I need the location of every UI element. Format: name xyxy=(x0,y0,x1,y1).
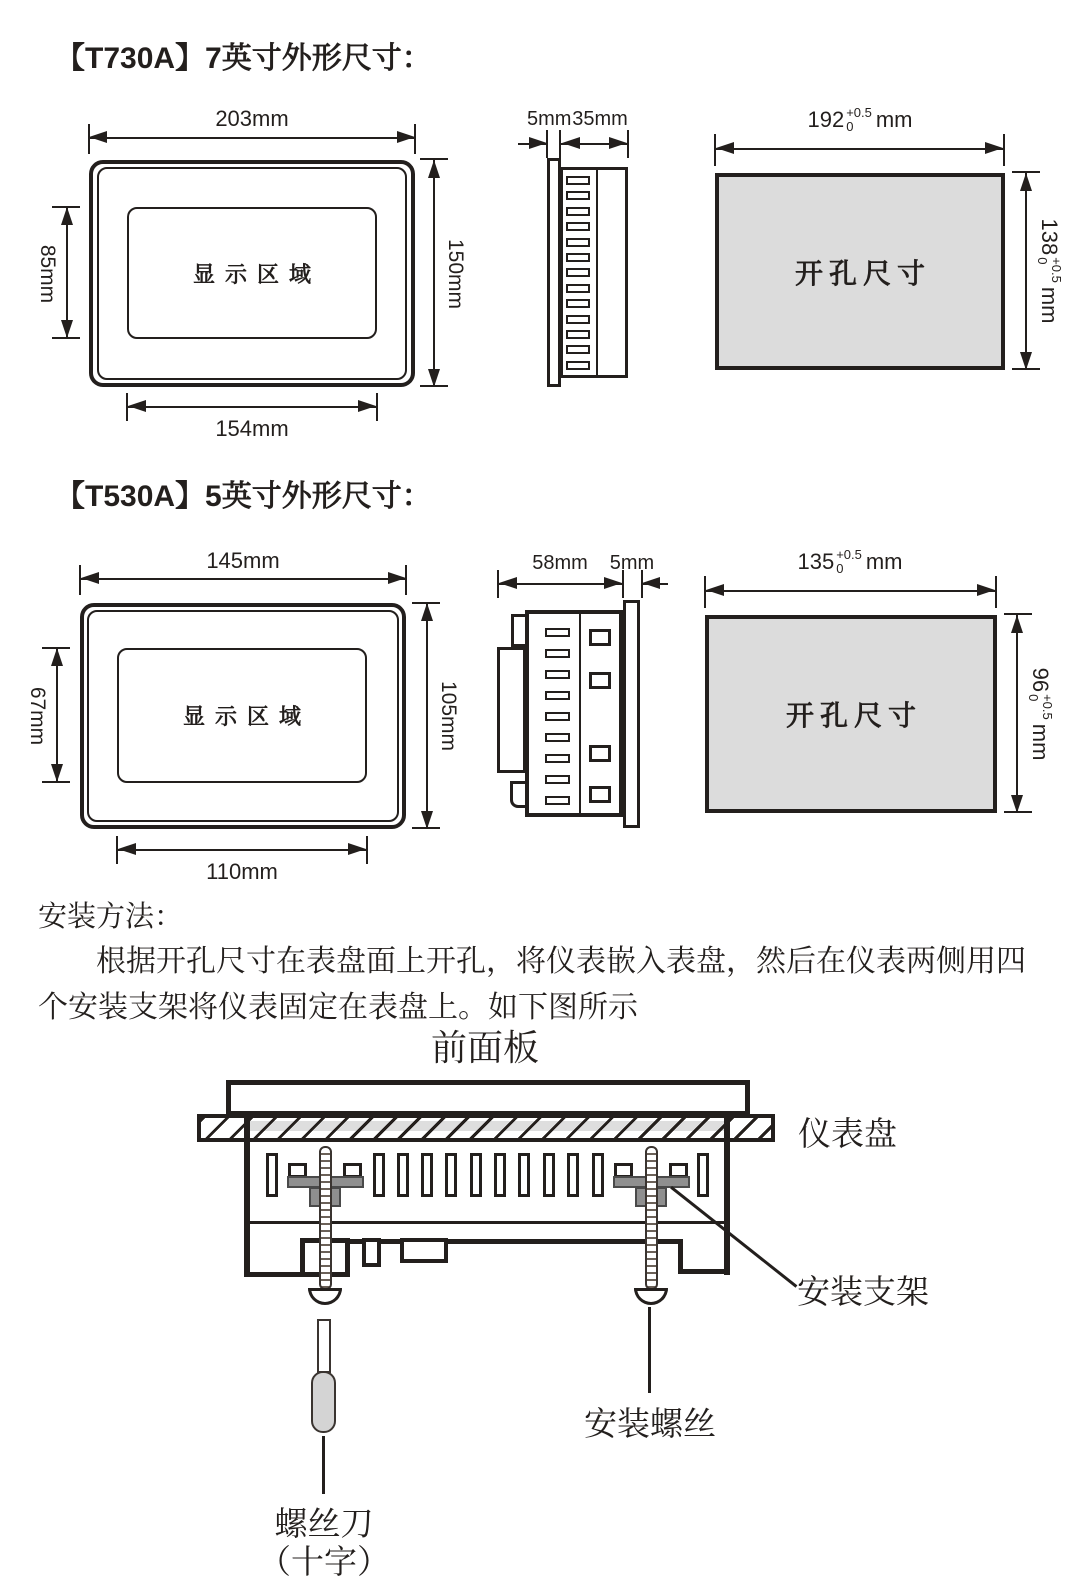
vent-slot xyxy=(697,1153,709,1197)
screw-head-left xyxy=(308,1288,342,1305)
screw-label: 安装螺丝 xyxy=(584,1407,716,1443)
t530a-depth-dim: 58mm xyxy=(532,552,588,574)
dim-arrow xyxy=(1020,352,1032,370)
t530a-side-vents xyxy=(545,628,570,805)
dim-arrow xyxy=(562,137,580,149)
dim-line xyxy=(127,406,377,408)
hatch-pattern xyxy=(201,1118,771,1138)
vent-slot xyxy=(373,1153,385,1197)
t730a-side-bezel-plate xyxy=(547,158,561,387)
t530a-side-bezel-plate xyxy=(623,600,640,828)
dim-line xyxy=(433,160,435,387)
dim-arrow xyxy=(388,572,406,584)
t730a-side-divider xyxy=(596,170,598,375)
instrument-panel-label: 仪表盘 xyxy=(798,1117,897,1153)
t730a-title: 【T730A】7英寸外形尺寸： xyxy=(55,42,432,75)
dim-arrow xyxy=(977,584,995,596)
vent-slot xyxy=(567,1153,579,1197)
t530a-side-divider xyxy=(579,614,581,813)
install-paragraph-line2: 个安装支架将仪表固定在表盘上。如下图所示 xyxy=(38,991,638,1024)
screwdriver-shaft xyxy=(317,1319,331,1373)
vent-slot xyxy=(494,1153,506,1197)
body-bottom-tab xyxy=(362,1238,381,1267)
t730a-display-width-dim: 154mm xyxy=(215,416,289,441)
screwdriver-callout-line xyxy=(322,1436,325,1494)
vent-slot xyxy=(543,1153,555,1197)
vent-slot xyxy=(592,1153,604,1197)
dim-line xyxy=(117,849,367,851)
t530a-cutout-height-dim: 96 +0.5 0 mm xyxy=(1026,667,1055,761)
t530a-display-height-dim: 67mm xyxy=(26,686,49,746)
install-heading: 安装方法： xyxy=(38,901,184,933)
t530a-side-connector xyxy=(497,647,526,773)
body-right-wall xyxy=(724,1114,730,1275)
t530a-title: 【T530A】5英寸外形尺寸： xyxy=(55,480,432,513)
front-panel-rect xyxy=(226,1080,750,1116)
t530a-display-area xyxy=(117,648,367,783)
t730a-width-dim: 203mm xyxy=(215,106,289,131)
dim-line xyxy=(56,648,58,782)
vent-slot xyxy=(470,1153,482,1197)
dim-arrow xyxy=(51,648,63,666)
t530a-cutout-rect xyxy=(705,615,997,813)
dim-tick xyxy=(627,130,629,158)
dim-line xyxy=(66,207,68,338)
t730a-bezel-dim: 5mm xyxy=(527,108,572,130)
t530a-cutout-width-dim: 135 +0.5 0 mm xyxy=(797,547,903,576)
vent-slot xyxy=(266,1153,278,1197)
dim-arrow xyxy=(51,764,63,782)
screwdriver-label-line1: 螺丝刀 xyxy=(274,1507,374,1543)
t530a-display-label: 显示区域 xyxy=(182,704,311,729)
bracket-label: 安装支架 xyxy=(797,1275,929,1311)
dim-arrow xyxy=(499,577,517,589)
dim-arrow xyxy=(89,131,107,143)
t730a-height-dim: 150mm xyxy=(444,238,467,310)
dim-arrow xyxy=(609,137,627,149)
dim-arrow xyxy=(421,811,433,829)
t530a-side-port xyxy=(589,672,611,689)
dim-tick xyxy=(995,576,997,608)
dim-arrow xyxy=(716,142,734,154)
body-left-foot xyxy=(244,1272,302,1277)
dim-arrow xyxy=(348,843,366,855)
dim-line xyxy=(426,603,428,829)
dim-arrow xyxy=(1020,173,1032,191)
dim-arrow xyxy=(421,603,433,621)
dim-line xyxy=(1025,173,1027,370)
dim-line xyxy=(1016,615,1018,813)
dim-arrow xyxy=(61,320,73,338)
dim-arrow xyxy=(642,577,660,589)
dim-arrow xyxy=(428,160,440,178)
dim-arrow xyxy=(128,400,146,412)
dim-line xyxy=(80,578,406,580)
body-left-wall xyxy=(244,1114,250,1277)
dim-arrow xyxy=(61,207,73,225)
screwdriver-handle xyxy=(311,1371,336,1433)
t530a-cutout-label: 开孔尺寸 xyxy=(785,701,922,732)
mounting-screw-right xyxy=(645,1146,658,1290)
t730a-display-height-dim: 85mm xyxy=(36,244,59,304)
t730a-display-area xyxy=(127,207,377,339)
t730a-cutout-height-dim: 138 +0.5 0 mm xyxy=(1035,218,1064,324)
dim-arrow xyxy=(706,584,724,596)
dim-arrow xyxy=(397,131,415,143)
t530a-side-port xyxy=(589,629,611,646)
vent-slot xyxy=(445,1153,457,1197)
screw-callout-line xyxy=(648,1307,651,1393)
vent-slot xyxy=(397,1153,409,1197)
t530a-width-dim: 145mm xyxy=(206,548,280,573)
screwdriver-label-line2: （十字） xyxy=(258,1545,390,1581)
t730a-cutout-label: 开孔尺寸 xyxy=(794,258,931,290)
body-bottom-block xyxy=(400,1238,448,1263)
front-panel-label: 前面板 xyxy=(430,1028,539,1068)
t530a-side-port xyxy=(589,786,611,803)
t730a-cutout-rect xyxy=(715,173,1005,370)
t530a-side-port xyxy=(589,745,611,762)
dim-line xyxy=(89,137,415,139)
dim-arrow xyxy=(1011,615,1023,633)
instrument-panel-bar xyxy=(197,1114,775,1142)
install-paragraph-line1: 根据开孔尺寸在表盘面上开孔，将仪表嵌入表盘，然后在仪表两侧用四 xyxy=(96,945,1026,978)
screw-head-right xyxy=(634,1288,668,1305)
t530a-display-width-dim: 110mm xyxy=(206,859,278,884)
mounting-screw-left xyxy=(319,1146,332,1290)
body-right-foot xyxy=(678,1269,730,1274)
dim-tick xyxy=(1003,134,1005,166)
dim-line xyxy=(715,148,1005,150)
t730a-depth-dim: 35mm xyxy=(572,108,628,130)
dim-arrow xyxy=(985,142,1003,154)
dim-arrow xyxy=(529,137,547,149)
dim-arrow xyxy=(1011,795,1023,813)
t730a-display-label: 显示区域 xyxy=(192,261,321,287)
dim-arrow xyxy=(428,369,440,387)
t530a-height-dim: 105mm xyxy=(437,680,460,752)
t530a-bezel-dim: 5mm xyxy=(609,552,655,574)
t730a-side-vents xyxy=(566,176,590,370)
dim-arrow xyxy=(604,577,622,589)
vent-slot xyxy=(518,1153,530,1197)
dim-arrow xyxy=(118,843,136,855)
dim-line xyxy=(705,590,997,592)
vent-slot xyxy=(421,1153,433,1197)
t730a-cutout-width-dim: 192 +0.5 0 mm xyxy=(807,105,913,134)
dim-arrow xyxy=(81,572,99,584)
dim-arrow xyxy=(358,400,376,412)
